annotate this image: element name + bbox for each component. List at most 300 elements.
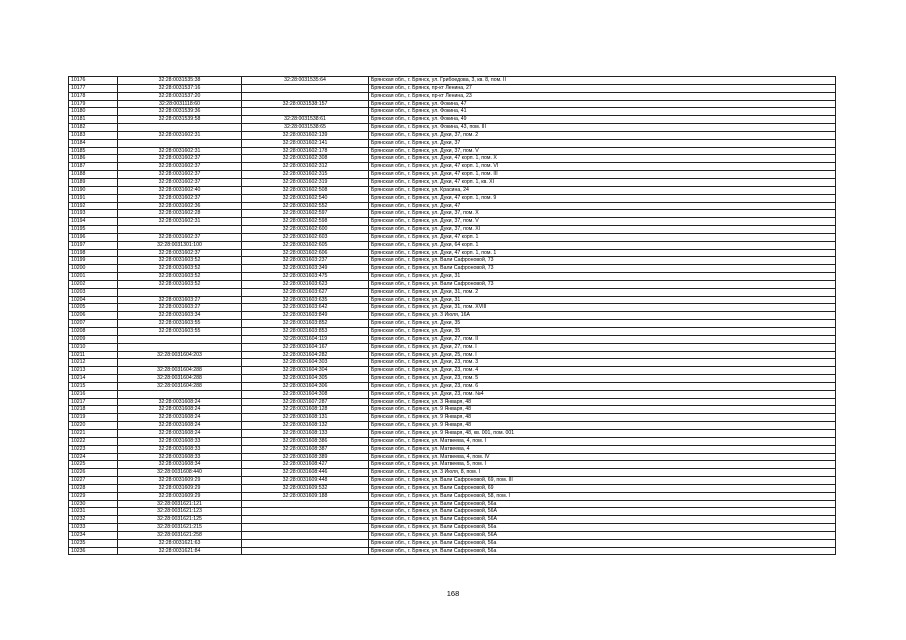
cadastral-number-cell: 32:28:0031608:33: [118, 453, 242, 461]
table-row: [69, 296, 836, 304]
row-number-cell: 10218: [69, 406, 118, 414]
table-row: [69, 92, 836, 100]
address-cell: Брянская обл., г. Брянск, ул. 3 Июля, 8, пом. I: [369, 469, 836, 477]
row-number-cell: 10224: [69, 453, 118, 461]
object-cadastral-number-cell: 32:28:0031538:61: [242, 116, 369, 124]
object-cadastral-number-cell: 32:28:0031603:642: [242, 304, 369, 312]
table-row: [69, 108, 836, 116]
row-number-cell: 10229: [69, 492, 118, 500]
cadastral-number-cell: [118, 226, 242, 234]
cadastral-number-cell: [118, 139, 242, 147]
table-row: [69, 461, 836, 469]
object-cadastral-number-cell: 32:28:0031602:319: [242, 178, 369, 186]
address-cell: Брянская обл., г. Брянск, ул. Дуки, 23, пом. 6: [369, 382, 836, 390]
cadastral-number-cell: 32:28:0031602:37: [118, 178, 242, 186]
row-number-cell: 10232: [69, 516, 118, 524]
cadastral-number-cell: [118, 359, 242, 367]
object-cadastral-number-cell: [242, 84, 369, 92]
row-number-cell: 10222: [69, 437, 118, 445]
object-cadastral-number-cell: [242, 531, 369, 539]
cadastral-number-cell: 32:28:0031602:37: [118, 249, 242, 257]
row-number-cell: 10188: [69, 171, 118, 179]
object-cadastral-number-cell: 32:28:0031602:605: [242, 241, 369, 249]
cadastral-number-cell: 32:28:0031621:121: [118, 500, 242, 508]
address-cell: Брянская обл., г. Брянск, ул. Вали Сафроновой, 69: [369, 484, 836, 492]
address-cell: Брянская обл., г. Брянск, ул. Дуки, 37, пом. XI: [369, 226, 836, 234]
address-cell: Брянская обл., г. Брянск, ул. Дуки, 47 корп. 1, кв. XI: [369, 178, 836, 186]
address-cell: Брянская обл., г. Брянск, ул. Дуки, 37, пом. X: [369, 210, 836, 218]
table-row: [69, 453, 836, 461]
object-cadastral-number-cell: 32:28:0031604:308: [242, 390, 369, 398]
object-cadastral-number-cell: [242, 508, 369, 516]
address-cell: Брянская обл., г. Брянск, ул. Вали Сафроновой, 56а: [369, 539, 836, 547]
object-cadastral-number-cell: 32:28:0031602:603: [242, 233, 369, 241]
address-cell: Брянская обл., г. Брянск, ул. Вали Сафроновой, 56а: [369, 500, 836, 508]
row-number-cell: 10215: [69, 382, 118, 390]
table-row: [69, 508, 836, 516]
cadastral-number-cell: 32:28:0031602:37: [118, 194, 242, 202]
cadastral-number-cell: 32:28:0031539:58: [118, 116, 242, 124]
address-cell: Брянская обл., г. Брянск, ул. Вали Сафроновой, 56а: [369, 547, 836, 555]
cadastral-number-cell: 32:28:0031602:37: [118, 171, 242, 179]
object-cadastral-number-cell: 32:28:0031602:315: [242, 171, 369, 179]
page-number: 168: [446, 589, 460, 598]
object-cadastral-number-cell: 32:28:0031604:303: [242, 359, 369, 367]
object-cadastral-number-cell: [242, 92, 369, 100]
address-cell: Брянская обл., г. Брянск, ул. Дуки, 37, пом. V: [369, 218, 836, 226]
table-row: [69, 328, 836, 336]
row-number-cell: 10181: [69, 116, 118, 124]
row-number-cell: 10185: [69, 147, 118, 155]
object-cadastral-number-cell: 32:28:0031538:65: [242, 124, 369, 132]
cadastral-number-cell: 32:28:0031608:24: [118, 414, 242, 422]
row-number-cell: 10230: [69, 500, 118, 508]
address-cell: Брянская обл., г. Брянск, ул. Дуки, 25, пом. I: [369, 351, 836, 359]
object-cadastral-number-cell: 32:28:0031608:133: [242, 429, 369, 437]
address-cell: Брянская обл., г. Брянск, ул. Дуки, 47 корп. 1: [369, 233, 836, 241]
address-cell: Брянская обл., г. Брянск, ул. Дуки, 27, пом. II: [369, 335, 836, 343]
address-cell: Брянская обл., г. Брянск, ул. Дуки, 47 корп. 1, пом. 9: [369, 194, 836, 202]
address-cell: Брянская обл., г. Брянск, ул. Вали Сафроновой, 56А: [369, 516, 836, 524]
object-cadastral-number-cell: 32:28:0031602:308: [242, 155, 369, 163]
cadastral-number-cell: 32:28:0031603:55: [118, 320, 242, 328]
cadastral-number-cell: 32:28:0031621:258: [118, 531, 242, 539]
cadastral-number-cell: 32:28:0031602:37: [118, 163, 242, 171]
address-cell: Брянская обл., г. Брянск, ул. Вали Сафроновой, 73: [369, 280, 836, 288]
table-row: [69, 202, 836, 210]
address-cell: Брянская обл., г. Брянск, ул. Вали Сафроновой, 56А: [369, 531, 836, 539]
row-number-cell: 10190: [69, 186, 118, 194]
table-row: [69, 139, 836, 147]
address-cell: Брянская обл., г. Брянск, ул. 3 Июля, 16А: [369, 312, 836, 320]
row-number-cell: 10202: [69, 280, 118, 288]
object-cadastral-number-cell: 32:28:0031608:132: [242, 422, 369, 430]
object-cadastral-number-cell: [242, 108, 369, 116]
object-cadastral-number-cell: 32:28:0031602:178: [242, 147, 369, 155]
row-number-cell: 10211: [69, 351, 118, 359]
cadastral-number-cell: 32:28:0031604:288: [118, 375, 242, 383]
object-cadastral-number-cell: 32:28:0031608:387: [242, 445, 369, 453]
row-number-cell: 10184: [69, 139, 118, 147]
address-cell: Брянская обл., г. Брянск, ул. 9 Января, 48: [369, 422, 836, 430]
table-row: [69, 116, 836, 124]
address-cell: Брянская обл., г. Брянск, ул. Фокина, 43, пом. III: [369, 124, 836, 132]
table-row: [69, 375, 836, 383]
cadastral-number-cell: 32:28:0031602:31: [118, 147, 242, 155]
table-row: [69, 445, 836, 453]
table-row: [69, 155, 836, 163]
object-cadastral-number-cell: 32:28:0031603:475: [242, 273, 369, 281]
object-cadastral-number-cell: 32:28:0031602:141: [242, 139, 369, 147]
object-cadastral-number-cell: 32:28:0031603:849: [242, 312, 369, 320]
cadastral-number-cell: 32:28:0031602:28: [118, 210, 242, 218]
table-row: [69, 414, 836, 422]
property-register-table: [68, 76, 836, 555]
address-cell: Брянская обл., г. Брянск, ул. Дуки, 31: [369, 296, 836, 304]
table-row: [69, 257, 836, 265]
cadastral-number-cell: 32:28:0031608:440: [118, 469, 242, 477]
address-cell: Брянская обл., г. Брянск, ул. Вали Сафроновой, 56а: [369, 524, 836, 532]
table-row: [69, 343, 836, 351]
cadastral-number-cell: [118, 124, 242, 132]
row-number-cell: 10207: [69, 320, 118, 328]
address-cell: Брянская обл., г. Брянск, ул. Дуки, 27, пом. I: [369, 343, 836, 351]
cadastral-number-cell: 32:28:0031608:24: [118, 406, 242, 414]
row-number-cell: 10217: [69, 398, 118, 406]
object-cadastral-number-cell: 32:28:0031603:635: [242, 296, 369, 304]
cadastral-number-cell: 32:28:0031603:52: [118, 273, 242, 281]
object-cadastral-number-cell: 32:28:0031604:282: [242, 351, 369, 359]
cadastral-number-cell: 32:28:0031603:52: [118, 280, 242, 288]
table-row: [69, 288, 836, 296]
row-number-cell: 10187: [69, 163, 118, 171]
row-number-cell: 10186: [69, 155, 118, 163]
table-row: [69, 422, 836, 430]
object-cadastral-number-cell: [242, 524, 369, 532]
table-row: [69, 226, 836, 234]
cadastral-number-cell: 32:28:0031535:38: [118, 77, 242, 85]
address-cell: Брянская обл., г. Брянск, ул. Дуки, 35: [369, 320, 836, 328]
table-row: [69, 304, 836, 312]
cadastral-number-cell: 32:28:0031602:40: [118, 186, 242, 194]
object-cadastral-number-cell: 32:28:0031608:131: [242, 414, 369, 422]
row-number-cell: 10210: [69, 343, 118, 351]
row-number-cell: 10228: [69, 484, 118, 492]
object-cadastral-number-cell: 32:28:0031604:167: [242, 343, 369, 351]
object-cadastral-number-cell: 32:28:0031602:598: [242, 218, 369, 226]
row-number-cell: 10234: [69, 531, 118, 539]
table-row: [69, 335, 836, 343]
cadastral-number-cell: 32:28:0031602:31: [118, 218, 242, 226]
row-number-cell: 10214: [69, 375, 118, 383]
address-cell: Брянская обл., г. Брянск, ул. Дуки, 47 корп. 1, пом. 1: [369, 249, 836, 257]
cadastral-number-cell: 32:28:0031609:29: [118, 477, 242, 485]
address-cell: Брянская обл., г. Брянск, ул. Вали Сафроновой, 56А: [369, 508, 836, 516]
row-number-cell: 10198: [69, 249, 118, 257]
address-cell: Брянская обл., г. Брянск, ул. Дуки, 23, пом. 3: [369, 359, 836, 367]
cadastral-number-cell: [118, 335, 242, 343]
row-number-cell: 10236: [69, 547, 118, 555]
cadastral-number-cell: 32:28:0031537:20: [118, 92, 242, 100]
row-number-cell: 10204: [69, 296, 118, 304]
address-cell: Брянская обл., г. Брянск, ул. Матвеева, 4, пом. I: [369, 437, 836, 445]
row-number-cell: 10176: [69, 77, 118, 85]
address-cell: Брянская обл., г. Брянск, ул. Грибоедова, 3, кв. 8, пом. II: [369, 77, 836, 85]
address-cell: Брянская обл., г. Брянск, ул. 3 Января, 48: [369, 398, 836, 406]
object-cadastral-number-cell: 32:28:0031602:600: [242, 226, 369, 234]
cadastral-number-cell: 32:28:0031604:203: [118, 351, 242, 359]
cadastral-number-cell: 32:28:0031118:60: [118, 100, 242, 108]
address-cell: Брянская обл., г. Брянск, ул. Дуки, 23, пом. 5: [369, 375, 836, 383]
table-row: [69, 359, 836, 367]
table-row: [69, 163, 836, 171]
register-body: [69, 77, 836, 555]
table-row: [69, 265, 836, 273]
object-cadastral-number-cell: 32:28:0031602:139: [242, 131, 369, 139]
address-cell: Брянская обл., г. Брянск, ул. Фокина, 49: [369, 116, 836, 124]
object-cadastral-number-cell: 32:28:0031607:287: [242, 398, 369, 406]
object-cadastral-number-cell: 32:28:0031603:623: [242, 280, 369, 288]
row-number-cell: 10227: [69, 477, 118, 485]
address-cell: Брянская обл., г. Брянск, пр-кт Ленина, 27: [369, 84, 836, 92]
cadastral-number-cell: 32:28:0031603:27: [118, 296, 242, 304]
table-row: [69, 171, 836, 179]
row-number-cell: 10235: [69, 539, 118, 547]
table-row: [69, 367, 836, 375]
table-row: [69, 186, 836, 194]
object-cadastral-number-cell: [242, 516, 369, 524]
address-cell: Брянская обл., г. Брянск, ул. Дуки, 47 корп. 1, пом. III: [369, 171, 836, 179]
table-row: [69, 539, 836, 547]
object-cadastral-number-cell: 32:28:0031602:540: [242, 194, 369, 202]
row-number-cell: 10194: [69, 218, 118, 226]
cadastral-number-cell: [118, 288, 242, 296]
address-cell: Брянская обл., г. Брянск, ул. Фокина, 47: [369, 100, 836, 108]
row-number-cell: 10221: [69, 429, 118, 437]
object-cadastral-number-cell: 32:28:0031602:606: [242, 249, 369, 257]
address-cell: Брянская обл., г. Брянск, ул. Матвеева, 4: [369, 445, 836, 453]
row-number-cell: 10209: [69, 335, 118, 343]
table-row: [69, 437, 836, 445]
table-row: [69, 390, 836, 398]
row-number-cell: 10203: [69, 288, 118, 296]
cadastral-number-cell: 32:28:0031608:34: [118, 461, 242, 469]
cadastral-number-cell: 32:28:0031603:55: [118, 328, 242, 336]
cadastral-number-cell: 32:28:0031603:52: [118, 265, 242, 273]
row-number-cell: 10191: [69, 194, 118, 202]
row-number-cell: 10177: [69, 84, 118, 92]
address-cell: Брянская обл., г. Брянск, ул. Вали Сафроновой, 73: [369, 265, 836, 273]
row-number-cell: 10219: [69, 414, 118, 422]
object-cadastral-number-cell: [242, 539, 369, 547]
row-number-cell: 10231: [69, 508, 118, 516]
object-cadastral-number-cell: 32:28:0031535:64: [242, 77, 369, 85]
row-number-cell: 10233: [69, 524, 118, 532]
address-cell: Брянская обл., г. Брянск, ул. Дуки, 23, пом. 4: [369, 367, 836, 375]
address-cell: Брянская обл., г. Брянск, ул. 9 Января, 48, кв. 001, пом. 001: [369, 429, 836, 437]
table-row: [69, 398, 836, 406]
object-cadastral-number-cell: 32:28:0031609:448: [242, 477, 369, 485]
row-number-cell: 10201: [69, 273, 118, 281]
address-cell: Брянская обл., г. Брянск, ул. Вали Сафроновой, 73: [369, 257, 836, 265]
row-number-cell: 10225: [69, 461, 118, 469]
address-cell: Брянская обл., г. Брянск, ул. Матвеева, 5, пом. I: [369, 461, 836, 469]
row-number-cell: 10189: [69, 178, 118, 186]
table-row: [69, 320, 836, 328]
table-row: [69, 273, 836, 281]
object-cadastral-number-cell: 32:28:0031602:552: [242, 202, 369, 210]
row-number-cell: 10195: [69, 226, 118, 234]
address-cell: Брянская обл., г. Брянск, ул. Дуки, 37: [369, 139, 836, 147]
cadastral-number-cell: [118, 343, 242, 351]
table-row: [69, 429, 836, 437]
address-cell: Брянская обл., г. Брянск, ул. 9 Января, 48: [369, 406, 836, 414]
object-cadastral-number-cell: 32:28:0031608:427: [242, 461, 369, 469]
table-row: [69, 124, 836, 132]
cadastral-number-cell: 32:28:0031604:288: [118, 382, 242, 390]
row-number-cell: 10216: [69, 390, 118, 398]
table-row: [69, 218, 836, 226]
table-row: [69, 280, 836, 288]
row-number-cell: 10226: [69, 469, 118, 477]
object-cadastral-number-cell: 32:28:0031604:119: [242, 335, 369, 343]
object-cadastral-number-cell: 32:28:0031609:532: [242, 484, 369, 492]
row-number-cell: 10212: [69, 359, 118, 367]
object-cadastral-number-cell: 32:28:0031608:128: [242, 406, 369, 414]
object-cadastral-number-cell: 32:28:0031604:305: [242, 375, 369, 383]
object-cadastral-number-cell: 32:28:0031604:306: [242, 382, 369, 390]
row-number-cell: 10193: [69, 210, 118, 218]
address-cell: Брянская обл., г. Брянск, ул. Дуки, 23, пом. №4: [369, 390, 836, 398]
table-row: [69, 233, 836, 241]
row-number-cell: 10205: [69, 304, 118, 312]
object-cadastral-number-cell: 32:28:0031602:312: [242, 163, 369, 171]
cadastral-number-cell: 32:28:0031603:27: [118, 304, 242, 312]
cadastral-number-cell: 32:28:0031608:33: [118, 437, 242, 445]
cadastral-number-cell: 32:28:0031621:125: [118, 516, 242, 524]
row-number-cell: 10178: [69, 92, 118, 100]
address-cell: Брянская обл., г. Брянск, ул. 9 Января, 48: [369, 414, 836, 422]
address-cell: Брянская обл., г. Брянск, ул. Дуки, 31: [369, 273, 836, 281]
row-number-cell: 10206: [69, 312, 118, 320]
table-row: [69, 312, 836, 320]
cadastral-number-cell: 32:28:0031602:37: [118, 155, 242, 163]
object-cadastral-number-cell: 32:28:0031602:508: [242, 186, 369, 194]
row-number-cell: 10192: [69, 202, 118, 210]
table-row: [69, 194, 836, 202]
cadastral-number-cell: 32:28:0031608:24: [118, 398, 242, 406]
table-row: [69, 406, 836, 414]
row-number-cell: 10197: [69, 241, 118, 249]
row-number-cell: 10183: [69, 131, 118, 139]
table-row: [69, 547, 836, 555]
table-row: [69, 469, 836, 477]
address-cell: Брянская обл., г. Брянск, ул. Вали Сафроновой, 69, пом. III: [369, 477, 836, 485]
table-row: [69, 531, 836, 539]
address-cell: Брянская обл., г. Брянск, ул. Дуки, 64 корп. 1: [369, 241, 836, 249]
object-cadastral-number-cell: 32:28:0031603:349: [242, 265, 369, 273]
object-cadastral-number-cell: [242, 547, 369, 555]
table-row: [69, 147, 836, 155]
cadastral-number-cell: 32:28:0031621:123: [118, 508, 242, 516]
object-cadastral-number-cell: 32:28:0031603:237: [242, 257, 369, 265]
table-row: [69, 100, 836, 108]
row-number-cell: 10208: [69, 328, 118, 336]
table-row: [69, 524, 836, 532]
table-row: [69, 492, 836, 500]
object-cadastral-number-cell: 32:28:0031538:157: [242, 100, 369, 108]
table-row: [69, 84, 836, 92]
cadastral-number-cell: 32:28:0031609:29: [118, 492, 242, 500]
cadastral-number-cell: 32:28:0031603:34: [118, 312, 242, 320]
cadastral-number-cell: [118, 390, 242, 398]
row-number-cell: 10199: [69, 257, 118, 265]
object-cadastral-number-cell: 32:28:0031608:389: [242, 453, 369, 461]
object-cadastral-number-cell: 32:28:0031603:852: [242, 320, 369, 328]
table-row: [69, 249, 836, 257]
address-cell: Брянская обл., г. Брянск, ул. Фокина, 41: [369, 108, 836, 116]
address-cell: Брянская обл., г. Брянск, ул. Дуки, 37, пом. V: [369, 147, 836, 155]
cadastral-number-cell: 32:28:0031604:288: [118, 367, 242, 375]
row-number-cell: 10180: [69, 108, 118, 116]
cadastral-number-cell: 32:28:0031537:16: [118, 84, 242, 92]
cadastral-number-cell: 32:28:0031609:29: [118, 484, 242, 492]
cadastral-number-cell: 32:28:0031602:37: [118, 233, 242, 241]
table-row: [69, 477, 836, 485]
address-cell: Брянская обл., г. Брянск, пр-кт Ленина, 23: [369, 92, 836, 100]
object-cadastral-number-cell: 32:28:0031609:188: [242, 492, 369, 500]
table-row: [69, 484, 836, 492]
cadastral-number-cell: 32:28:0031608:24: [118, 422, 242, 430]
table-row: [69, 178, 836, 186]
cadastral-number-cell: 32:28:0031539:36: [118, 108, 242, 116]
table-row: [69, 382, 836, 390]
address-cell: Брянская обл., г. Брянск, ул. Матвеева, 4, пом. IV: [369, 453, 836, 461]
object-cadastral-number-cell: 32:28:0031604:304: [242, 367, 369, 375]
address-cell: Брянская обл., г. Брянск, ул. Дуки, 37, пом. 2: [369, 131, 836, 139]
object-cadastral-number-cell: 32:28:0031608:446: [242, 469, 369, 477]
cadastral-number-cell: 32:28:0031621:215: [118, 524, 242, 532]
address-cell: Брянская обл., г. Брянск, ул. Дуки, 31, пом. 2: [369, 288, 836, 296]
row-number-cell: 10179: [69, 100, 118, 108]
cadastral-number-cell: 32:28:0031608:24: [118, 429, 242, 437]
address-cell: Брянская обл., г. Брянск, ул. Красина, 24: [369, 186, 836, 194]
table-row: [69, 77, 836, 85]
table-row: [69, 210, 836, 218]
table-row: [69, 351, 836, 359]
cadastral-number-cell: 32:28:0031602:31: [118, 131, 242, 139]
cadastral-number-cell: 32:28:0031621:63: [118, 539, 242, 547]
row-number-cell: 10220: [69, 422, 118, 430]
address-cell: Брянская обл., г. Брянск, ул. Дуки, 35: [369, 328, 836, 336]
table-row: [69, 131, 836, 139]
table-row: [69, 516, 836, 524]
row-number-cell: 10196: [69, 233, 118, 241]
row-number-cell: 10223: [69, 445, 118, 453]
object-cadastral-number-cell: 32:28:0031602:597: [242, 210, 369, 218]
row-number-cell: 10200: [69, 265, 118, 273]
cadastral-number-cell: 32:28:0031301:100: [118, 241, 242, 249]
row-number-cell: 10213: [69, 367, 118, 375]
cadastral-number-cell: 32:28:0031608:33: [118, 445, 242, 453]
object-cadastral-number-cell: 32:28:0031603:627: [242, 288, 369, 296]
table-row: [69, 500, 836, 508]
cadastral-number-cell: 32:28:0031603:52: [118, 257, 242, 265]
row-number-cell: 10182: [69, 124, 118, 132]
object-cadastral-number-cell: 32:28:0031608:386: [242, 437, 369, 445]
address-cell: Брянская обл., г. Брянск, ул. Дуки, 47 корп. 1, пом. VI: [369, 163, 836, 171]
object-cadastral-number-cell: 32:28:0031603:853: [242, 328, 369, 336]
